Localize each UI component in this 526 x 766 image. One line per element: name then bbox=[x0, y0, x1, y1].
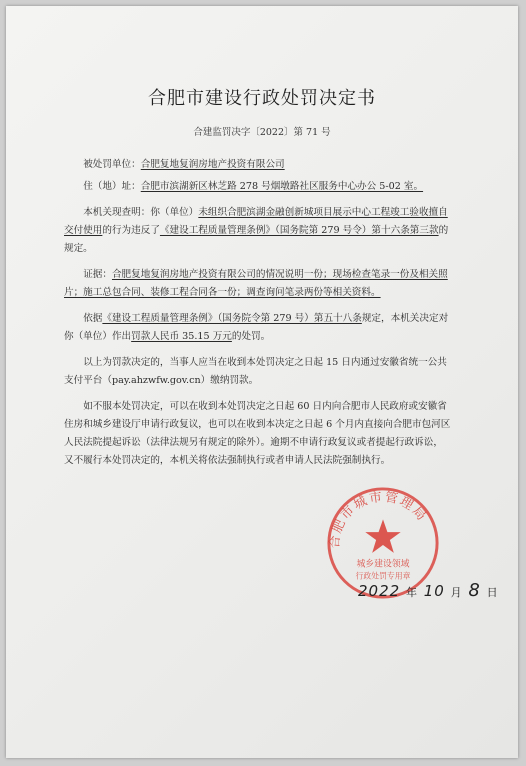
payment-paragraph: 以上为罚款决定的，当事人应当在收到本处罚决定之日起 15 日内通过安徽省统一公共支付平台（pay.ahzwfw.gov.cn）缴纳罚款。 bbox=[64, 357, 447, 386]
violation-paragraph: 本机关现查明：你（单位）未组织合肥滨湖金融创新城项目展示中心工程竣工验收擅自交付使用的行为违反了《建设工程质量管理条例》（国务院第 279 号令）第十六条第三款的规定。 bbox=[64, 207, 449, 254]
penalized-party: 被处罚单位：合肥复地复润房地产投资有限公司 bbox=[83, 159, 285, 170]
seal-inner-text-2: 行政处罚专用章 bbox=[355, 571, 411, 581]
document-title: 合肥市建设行政处罚决定书 bbox=[148, 88, 376, 109]
appeal-paragraph: 如不服本处罚决定，可以在收到本处罚决定之日起 60 日内向合肥市人民政府或安徽省住房和城乡建设厅申请行政复议，也可以在收到本决定之日起 6 个月内直接向合肥市包河区人民法院提起诉讼（法律法规另有规定的除外）。逾期不申请行政复议或者提起行政诉讼，又不履行本处罚决定的，本机关将依法强制执行或者申请人民法院强制执行。 bbox=[64, 401, 451, 466]
document-number: 合建监罚决字〔2022〕第 71 号 bbox=[193, 127, 331, 138]
decision-paragraph: 依据《建设工程质量管理条例》（国务院令第 279 号）第五十八条规定，本机关决定对你（单位）作出罚款人民币 35.15 万元的处罚。 bbox=[64, 313, 449, 342]
seal-inner-text-1: 城乡建设领域 bbox=[356, 559, 410, 570]
seal-outer-text: 合肥市城市管理局 bbox=[327, 489, 430, 549]
party-address: 住（地）址：合肥市滨湖新区林芝路 278 号烟墩路社区服务中心办公 5-02 室。 bbox=[83, 181, 424, 192]
signature-date: 2022 年 10 月 8 日 bbox=[358, 580, 499, 601]
seal-star-icon bbox=[365, 519, 400, 552]
evidence-paragraph: 证据：合肥复地复润房地产投资有限公司的情况说明一份；现场检查笔录一份及相关照片；施工总包合同、装修工程合同各一份；调查询问笔录两份等相关资料。 bbox=[64, 269, 448, 298]
document-page bbox=[6, 6, 518, 758]
document-body bbox=[64, 156, 452, 474]
